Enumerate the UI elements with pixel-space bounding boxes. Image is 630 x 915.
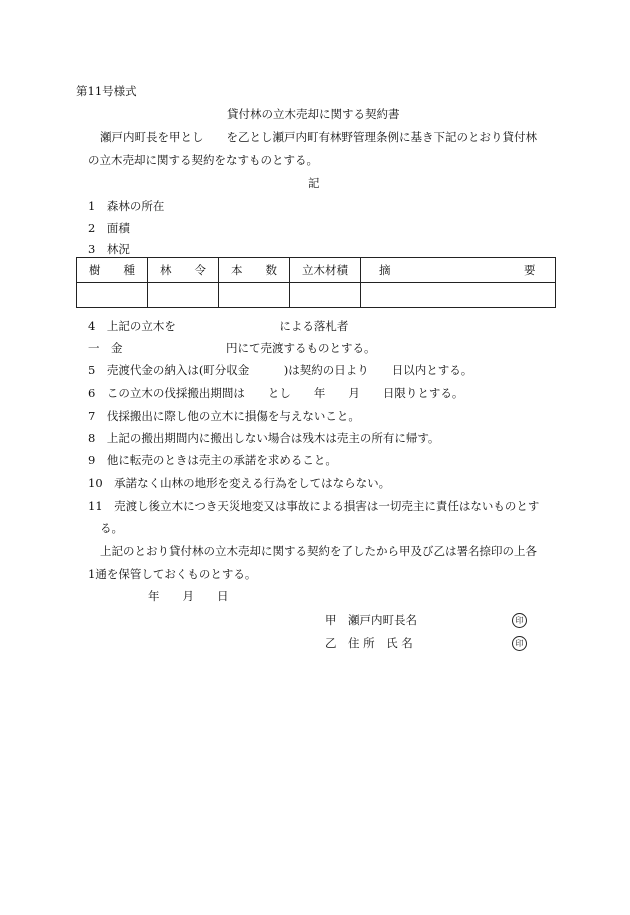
cell-tree-count	[219, 283, 290, 308]
clause-11-line-1: 11 売渡し後立木につき天災地変又は事故による損害は一切売主に責任はないものとす	[88, 499, 540, 513]
header-tree-species: 樹 種	[77, 258, 148, 283]
closing-line-2: 1通を保管しておくものとする。	[88, 567, 257, 581]
clause-9: 9 他に転売のときは売主の承諾を求めること。	[88, 453, 337, 467]
intro-line-2: の立木売却に関する契約をなすものとする。	[88, 153, 318, 167]
item-forest-condition: 3 林況	[88, 242, 130, 256]
clause-8: 8 上記の搬出期間内に搬出しない場合は残木は売主の所有に帰す。	[88, 431, 440, 445]
cell-remarks	[361, 283, 556, 308]
header-timber-volume: 立木材積	[290, 258, 361, 283]
cell-timber-volume	[290, 283, 361, 308]
cell-tree-species	[77, 283, 148, 308]
header-remarks-right: 要	[524, 263, 536, 277]
forest-condition-table	[76, 257, 556, 308]
clause-5: 5 売渡代金の納入は(町分収金 )は契約の日より 日以内とする。	[88, 363, 473, 377]
document-title: 貸付林の立木売却に関する契約書	[227, 107, 400, 121]
header-tree-count: 本 数	[219, 258, 290, 283]
item-area: 2 面積	[88, 221, 130, 235]
signature-otsu: 乙 住 所 氏 名	[325, 636, 413, 650]
clause-4-amount: 一 金 円にて売渡するものとする。	[88, 341, 376, 355]
header-forest-age: 林 令	[148, 258, 219, 283]
signature-kou: 甲 瀬戸内町長名	[325, 613, 417, 627]
header-remarks-left: 摘	[379, 263, 391, 277]
item-forest-location: 1 森林の所在	[88, 199, 165, 213]
table-header-row	[77, 258, 556, 283]
table-row	[77, 283, 556, 308]
intro-line-1: 瀬戸内町長を甲とし を乙とし瀬戸内町有林野管理条例に基き下記のとおり貸付林	[100, 130, 537, 144]
seal-kou-icon: 印	[512, 613, 527, 628]
form-number: 第11号様式	[76, 84, 137, 98]
clause-4: 4 上記の立木を による落札者	[88, 319, 349, 333]
date-line: 年 月 日	[148, 589, 229, 603]
cell-forest-age	[148, 283, 219, 308]
seal-otsu-icon: 印	[512, 636, 527, 651]
ki-heading: 記	[308, 176, 320, 190]
closing-line-1: 上記のとおり貸付林の立木売却に関する契約を了したから甲及び乙は署名捺印の上各	[100, 544, 537, 558]
clause-7: 7 伐採搬出に際し他の立木に損傷を与えないこと。	[88, 409, 360, 423]
clause-11-line-2: る。	[100, 521, 123, 535]
header-remarks	[361, 258, 556, 283]
clause-10: 10 承諾なく山林の地形を変える行為をしてはならない。	[88, 476, 391, 490]
clause-6: 6 この立木の伐採搬出期間は とし 年 月 日限りとする。	[88, 386, 464, 400]
